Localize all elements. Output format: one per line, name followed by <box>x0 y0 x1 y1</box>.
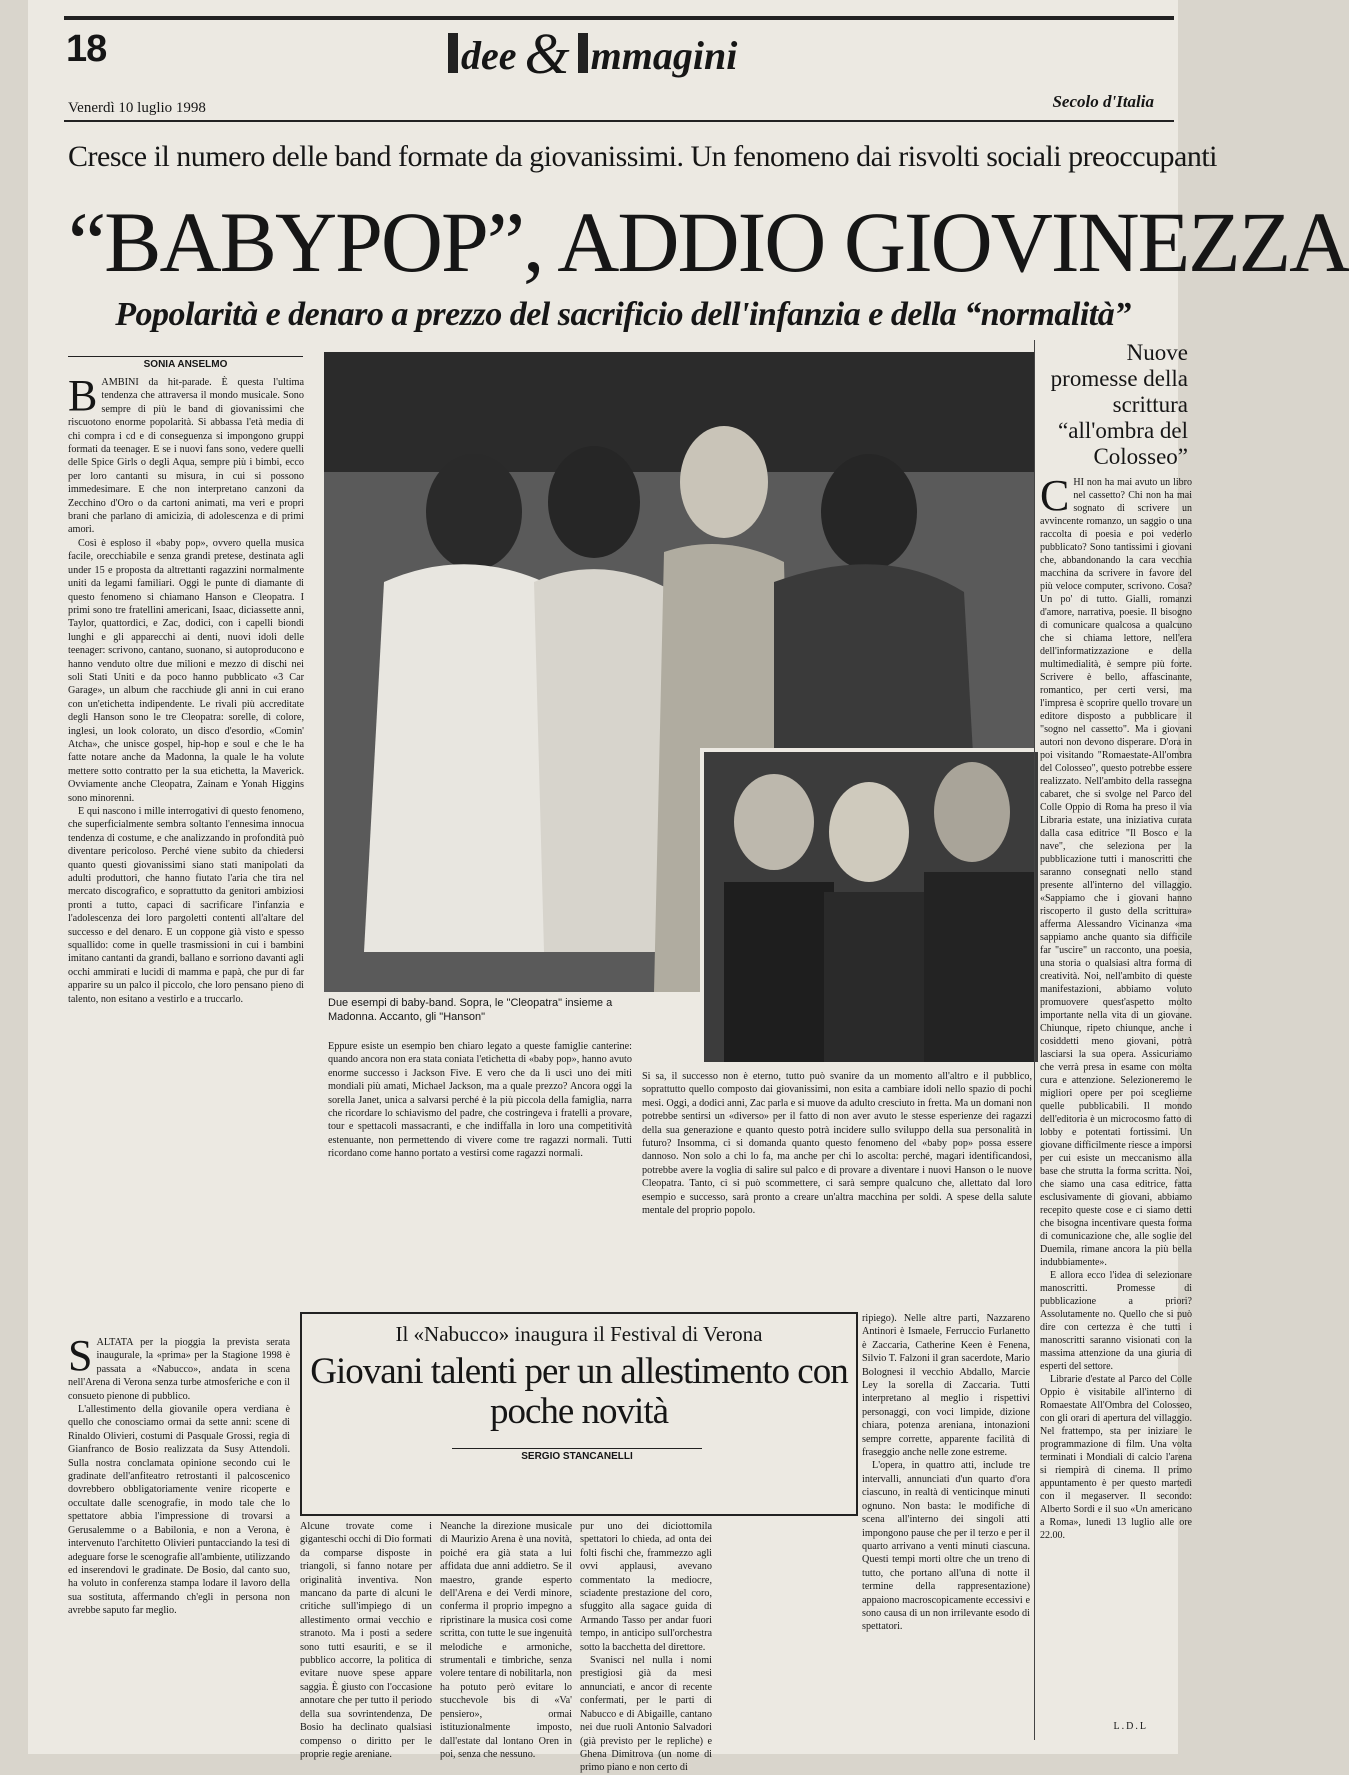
nabucco-headline: Giovani talenti per un allestimento con poche novità <box>310 1351 848 1432</box>
main-article-col1 <box>68 371 304 1326</box>
page-footer-initials: L.D.L <box>1113 1721 1148 1732</box>
nabucco-a-p1: Alcune trovate come i giganteschi occhi di Dio formati da comparse disposte in triangoli, si fanno notare per originalità inventiva. Non mancano da parte di alcuni le critiche sull'impiego di un allestimento ormai vecchio e stranoto. Ma i posti a sedere sono tutti esauriti, e se il pubblico accorre, la politica di evitare nuove spese appare saggia. È giusto con l'occasione annotare che per tutto il periodo della sua sovrintendenza, De Bosio ha declinato qualsiasi compenso o diritto per le proprie regie areniane. <box>300 1521 432 1760</box>
main-col1-p3: E qui nascono i mille interrogativi di questo fenomeno, che superficialmente sembra soltanto l'ennesima innocua tendenza di costume, e che analizzando in profondità può diventare pericoloso. Perché viene subito da chiedersi quanto questi giovanissimi siano stati manipolati da adulti produttori, che hanno fiutato l'aria che tira nel mercato discografico, e soprattutto da genitori ambiziosi pronti a tutto, capaci di sacrificare l'infanzia e l'adolescenza dei loro pargoletti contenti all'altare del successo e del denaro. E un coppone già visto e spesso squallido: come in quelle trasmissioni in cui i bambini imitano cantanti da grandi, ballano e sorriono davanti agli occhi ammirati e lucidi di mamma e papà, che pur di far apparire su un palco il piccolo, che loro pensano pieno di talento, non esitano a vestirlo e a truccarlo. <box>68 806 304 1005</box>
section-rubric <box>448 20 737 87</box>
nabucco-c-p2: Svanisci nel nulla i nomi prestigiosi già da mesi annunciati, e ancor di recente confermati, per le parti di Nabucco e di Abigaille, cantano nei due ruoli Antonio Salvadori (già previsto per le repliche) e Ghena Dimitrova (un nome di primo piano e non certo di <box>580 1655 712 1774</box>
nabucco-b-p1: Neanche la direzione musicale di Maurizio Arena è una novità, poiché era già stata a lui affidata due anni addietro. Se il maestro, grande esperto dell'Arena e dei Verdi minore, conferma il proprio impegno a ripristinare la musica così come scritta, con tutte le sue ingenuità melodiche e armoniche, strumentali e timbriche, senza volere tentare di nobilitarla, non ha potuto però evitare lo stucchevole bis di «Va' pensiero», ormai istituzionalmente imposto, dall'estate dal lontano Oren in poi, senza che nessuno. <box>440 1521 572 1760</box>
nabucco-kicker: Il «Nabucco» inaugura il Festival di Verona <box>395 1322 763 1346</box>
side-headline: Nuove promesse della scrittura “all'ombra del Colosseo” <box>1050 340 1188 469</box>
main-subhead: Popolarità e denaro a prezzo del sacrificio dell'infanzia e della “normalità” <box>115 296 1131 333</box>
newspaper-page <box>28 0 1349 1774</box>
date-rule <box>64 120 1174 122</box>
nabucco-col-a <box>300 1520 432 1760</box>
side-p1: HI non ha mai avuto un libro nel cassetto? Chi non ha mai sognato di scrivere un avvincente romanzo, un saggio o una raccolta di poesia e poi vederlo pubblicato? Sono tantissimi i giovani che, abbandonando la cara vecchia macchina da scrivere in favore del più veloce computer, scrivono. Cosa? Un po' di tutto. Gialli, romanzi d'amore, narrativa, poesie. Il bisogno di comunicare qualcosa a qualcuno che si chiama lettore, nell'era dell'informatizzazione e della multimedialità, è sempre più forte. Scrivere è bello, affascinante, romantico, per certi versi, ma l'impresa è scoprire quello trovare un editore disposto a pubblicare il "sogno nel cassetto". Ma i giovani autori non devono disperare. D'ora in poi visitando "Romaestate-All'ombra del Colosseo", questo potrebbe essere realizzato. Nell'ambito della rassegna cabaret, che si svolge nel Parco del Colle Oppio di Roma ha preso il via Libraria estate, una iniziativa curata dalla casa editrice "Il Bosco e la nave", che seleziona per la pubblicazione tutti i manoscritti che saranno consegnati nello stand presente all'interno del villaggio. «Sappiamo che i giovani hanno riscoperto il gusto della scrittura» afferma Alessandro Vicinanza «ma sappiamo anche quanto sia difficile far "uscire" un racconto, una poesia, una storia o qualsiasi altra forma di creatività. Noi, nell'ambito di queste manifestazioni, abbiamo voluto promuovere quest'aspetto molto importante nella vita di un giovane. Chiunque, ripeto chiunque, anche i cosiddetti meno giovani, potrà lasciarsi la sua opera. Assicuriamo che verrà presa in esame con molta cura e attenzione. Selezioneremo le migliori opere per poi sceglierne quelle pubblicabili. Il mondo dell'editoria è un microcosmo fatto di lobby e potentati fortissimi. Un giovane difficilmente riesce a imporsi per cui esiste un meccanismo alla base che strutta la forma scritta. Noi, che siamo una casa editrice, fatta esclusivamente di giovani, abbiamo recepito queste cose e ci siamo detti che bisogna incentivare questa forma di comunicazione che, alle soglie del Duemila, rimane ancora la più bella indubbiamente». <box>1040 477 1192 1268</box>
main-col1-p1: AMBINI da hit-parade. È questa l'ultima tendenza che attraversa il mondo musicale. Sono sempre di più le band di giovanissimi che riscuotono enorme popolarità. Si abbassa l'età media di chi compra i cd e di conseguenza si impongono gruppi formati da teenager. E se i nuovi fans sono, vedere quelli delle Spice Girls o degli Aqua, sempre più i bimbi, ecco per loro cantanti su misura, in cui si possono immedesimare. E che non interpretano canzoni da Zecchino d'Oro o da cartoni animati, ma veri e propri brani che parlano di amicizia, di adolescenza e di primi amori. <box>68 377 304 536</box>
masthead: Secolo d'Italia <box>1052 92 1154 111</box>
nabucco-byline: SERGIO STANCANELLI <box>452 1448 702 1462</box>
main-article-col3 <box>642 1070 1032 1310</box>
nabucco-d-p1: ripiego). Nelle altre parti, Nazzareno Antinori è Ismaele, Ferruccio Furlanetto è Zaccaria, Catherine Keen è Fenena, Silvio T. Falzoni il gran sacerdote, Mario Bolognesi il vecchio Abdallo, Marcie Ley la sorella di Zaccaria. Tutti interpretano al meglio i rispettivi personaggi, con voci limpide, dizione chiara, potenza areniana, intonazioni sempre corrette, apparente facilità di fraseggio anche nelle zone estreme. <box>862 1313 1030 1459</box>
nabucco-col-d <box>862 1312 1030 1736</box>
nabucco-left-p1: ALTATA per la pioggia la prevista serata inaugurale, la «prima» per la Stagione 1998 è passata a «Nabucco», andata in scena nell'Arena di Verona senza turbe atmosferiche e con il consueto pienone di pubblico. <box>68 1337 290 1402</box>
side-p3: Librarie d'estate al Parco del Colle Oppio è visitabile all'interno di Romaestate All'Ombra del Colosseo, con gli orari di apertura del villaggio. Nel frattempo, sta per iniziare le programmazione di film. Una volta terminati i Mondiali di calcio l'arena si riempirà di cinema. Il primo appuntamento è per questo martedì con il megaserver. Il secondo: Alberto Sordi e il suo «Un americano a Roma», lunedì 13 luglio alle ore 22.00. <box>1040 1374 1192 1541</box>
side-article-text <box>1040 471 1192 1736</box>
nabucco-header-box <box>300 1312 858 1516</box>
page-number: 18 <box>66 28 107 70</box>
main-col1-p2: Così è esploso il «baby pop», ovvero quella musica facile, orecchiabile e senza grandi pretese, destinata agli under 15 e proposta da altrettanti ragazzini normalmente uniti da legami familiari. Oggi le punte di diamante di questo fenomeno si chiamano Hanson e Cleopatra. I primi sono tre fratellini americani, Isaac, diciassette anni, Taylor, quattordici, e Zac, dodici, con i capelli biondi lunghi e gli apparecchi ai denti, nuovi idoli delle teenager: scrivono, cantano, suonano, si autoproducono e hanno venduto oltre due milioni e mezzo di dischi nei soli Stati Uniti e da poco hanno pubblicato «3 Car Garage», un album che racchiude gli anni in cui erano con un'etichetta indipendente. Le rivali più accreditate degli Hanson sono le tre Cleopatra: sorelle, di colore, inglesi, un look colorato, un disco d'esordio, «Comin' Atcha», che unisce gospel, hip-hop e soul e che le ha fatte notare anche da Madonna, la quale le ha volute mettere sotto contratto per la sua etichetta, la Maverick. Ovviamente anche Cleopatra, Zainam e Yonah Higgins sono minorenni. <box>68 537 304 804</box>
hanson-photo <box>700 748 1042 1066</box>
nabucco-col-c <box>580 1520 712 1774</box>
nabucco-col-b <box>440 1520 572 1760</box>
rubric-part2: mmagini <box>590 33 738 78</box>
main-headline: “BABYPOP”, ADDIO GIOVINEZZA <box>68 194 1349 290</box>
main-col3-p1: Si sa, il successo non è eterno, tutto può svanire da un momento all'altro e il pubblico, soprattutto quello composto dai giovanissimi, non esita a cambiare idoli nello spazio di pochi mesi. Oggi, a dodici anni, Zac parla e si muove da adulto cresciuto in fretta. Ma un domani non potrebbe sentirsi un «diverso» per il fatto di non aver avuto le stesse esperienze dei ragazzi della sua generazione e quanto questo potrà incidere sullo sviluppo della sua personalità in futuro? Insomma, ci si domanda quanto questo fenomeno del «baby pop» possa essere dannoso. Non solo a chi lo fa, ma anche per chi lo ascolta: perché, magari identificandosi, potrebbe avere la voglia di salire sul palco e di provare a diventare i nuovi Hanson o le nuove Cleopatra. Tanto, ci si può scommettere, ci sarà sempre qualcuno che, allettato dal loro esempio e successo, sarà pronto a creare un'altra macchina per soldi. A spese della salute mentale del proprio popolo. <box>642 1071 1032 1217</box>
main-kicker: Cresce il numero delle band formate da giovanissimi. Un fenomeno dai risvolti sociali preoccupanti <box>68 140 1217 173</box>
main-article-col2 <box>328 1040 632 1310</box>
main-col2-p1: Eppure esiste un esempio ben chiaro legato a queste famiglie canterine: quando ancora non era stata coniata l'etichetta di «baby pop», hanno avuto enorme successo i Jackson Five. E vero che da lì uscì uno dei miti mondiali più amati, Michael Jackson, ma a quale prezzo? Ancora oggi la sorella Janet, unica a salvarsi perché è la più piccola della famiglia, narra che ricordare lo schiavismo del padre, che costringeva i fratelli a provare, tour e spettacoli massacranti, e che indiffalla in loro una competitività estenuante, non permettendo di vivere come tre ragazzi normali. Tutti ricordano come hanno portato a vestirsi come ragazzi normali. <box>328 1041 632 1160</box>
photo-caption: Due esempi di baby-band. Sopra, le "Cleopatra" insieme a Madonna. Accanto, gli "Hanson" <box>328 997 613 1023</box>
nabucco-left-p2: L'allestimento della giovanile opera verdiana è quello che conosciamo ormai da sette anni: scene di Rinaldo Olivieri, costumi di Pasquale Grossi, regia di Gianfranco de Bosio realizzata da Susy Attendoli. Sulla nostra conclamata opinione secondo cui le gradinate dell'anfiteatro retrostanti il palcoscenico dovrebbero obbligatoriamente venire ricoperte e occultate dalle scenografie, in modo tale che lo spettatore abbia l'impressione di trovarsi a Gerusalemme o a Babilonia, e non a Verona, è intervenuto l'architetto Olivieri puntacciando la tesi di adeguare forse le scenografie all'ambiente, utilizzando ed inserendovi le gradinate. De Bosio, dal canto suo, ha voluto in conferenza stampa lodare il lavoro della sua sostituta, affermando ch'egli in persona non avrebbe saputo far meglio. <box>68 1404 290 1617</box>
side-dropcap: C <box>1040 471 1070 520</box>
main-dropcap: B <box>68 371 98 420</box>
nabucco-c-p1: pur uno dei diciottomila spettatori lo chieda, ad onta dei folti fischi che, frammezzo agli ovvi applausi, avevano commentato la mediocre, sciadente prestazione del coro, sfuggito alla sagace guida di Armando Tasso per andar fuori tempo, in anticipo sull'orchestra sotto la bacchetta del direttore. <box>580 1521 712 1653</box>
rubric-bar-i <box>448 33 458 73</box>
issue-date: Venerdì 10 luglio 1998 <box>68 100 206 116</box>
nabucco-dropcap: S <box>68 1331 93 1380</box>
nabucco-col-left <box>68 1331 290 1736</box>
column-divider <box>1034 340 1035 1740</box>
rubric-bar-i2 <box>578 33 588 73</box>
hanson-photo-image <box>704 752 1038 1062</box>
rubric-ampersand: & <box>524 21 570 86</box>
main-byline: SONIA ANSELMO <box>68 356 303 370</box>
rubric-part1: dee <box>461 33 517 78</box>
nabucco-d-p2: L'opera, in quattro atti, include tre intervalli, annunciati d'un quarto d'ora ciascuno, in realtà di venticinque minuti ognuno. Non basta: le modifiche di scena all'interno dei singoli atti impongono pause che per il terzo e per il quarto arrivano a venti minuti ciascuna. Questi tempi morti oltre che un treno di tutto, che portano all'una di notte il termine della rappresentazione) appaiono macroscopicamente eccessivi e sono causa di un non irrilevante esodo di spettatori. <box>862 1460 1030 1633</box>
side-p2: E allora ecco l'idea di selezionare manoscritti. Promesse di pubblicazione a priori? Assolutamente no. Quello che si può dire con certezza è che tutti i manoscritti saranno visionati con la massima attenzione da una giuria di esperti del settore. <box>1040 1270 1192 1372</box>
